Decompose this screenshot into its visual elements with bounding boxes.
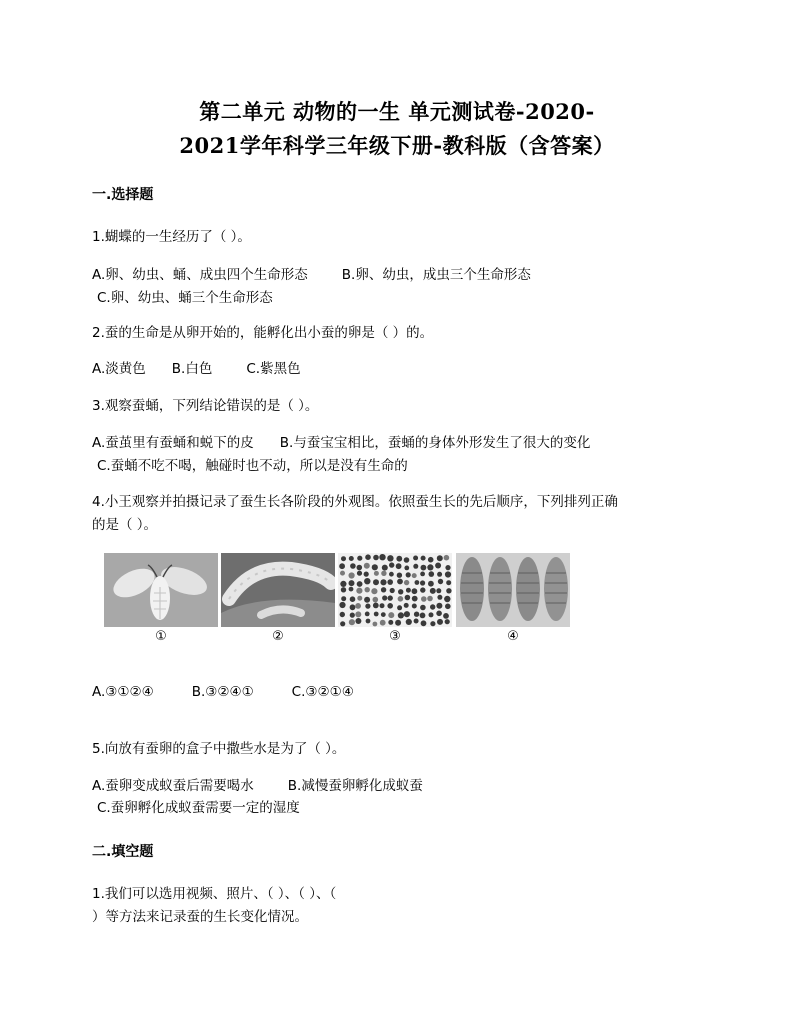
question-5-option-b: B.减慢蚕卵孵化成蚁蚕	[287, 778, 423, 794]
silkworm-egg-dot	[446, 588, 451, 593]
silkworm-egg-dot	[387, 555, 393, 561]
silkworm-egg-dot	[387, 603, 393, 609]
question-5-options-row	[92, 774, 457, 794]
silkworm-egg-dot	[414, 612, 419, 617]
silkworm-egg-dot	[437, 555, 443, 561]
silkworm-egg-dot	[413, 564, 418, 569]
silkworm-egg-dot	[445, 604, 451, 610]
silkworm-egg-dot	[389, 572, 394, 577]
section-heading-choice: 一.选择题	[92, 187, 154, 203]
silkworm-egg-dot	[357, 565, 363, 571]
silkworm-egg-dot	[404, 611, 410, 617]
question-4-option-b: B.③②④①	[191, 684, 254, 700]
silkworm-egg-dot	[349, 572, 355, 578]
question-1-option-b: B.卵、幼虫，成虫三个生命形态	[341, 267, 531, 283]
silkworm-egg-dot	[443, 613, 449, 619]
silkworm-egg-dot	[350, 604, 356, 610]
silkworm-egg-dot	[349, 580, 355, 586]
silkworm-egg-dot	[421, 565, 427, 571]
silkworm-egg-dot	[340, 581, 346, 587]
silkworm-egg-dot	[340, 612, 345, 617]
question-4-stem-line-1: 4.小王观察并拍摄记录了蚕生长各阶段的外观图。依照蚕生长的先后顺序，下列排列正确	[92, 494, 618, 510]
silkworm-egg-dot	[420, 613, 426, 619]
silkworm-egg-dot	[373, 603, 379, 609]
silkworm-egg-dot	[389, 562, 394, 567]
silkworm-egg-dot	[382, 595, 387, 600]
question-1-stem: 1.蝴蝶的一生经历了（ ）。	[92, 229, 251, 245]
silkworm-egg-dot	[445, 571, 451, 577]
silkworm-egg-dot	[374, 612, 379, 617]
silkworm-egg-dot	[436, 603, 442, 609]
silkworm-egg-dot	[374, 571, 379, 576]
silkworm-egg-dot	[350, 613, 355, 618]
silkworm-egg-dot	[365, 554, 371, 560]
silkworm-egg-dot	[349, 587, 354, 592]
silkworm-egg-dot	[356, 588, 362, 594]
silkworm-egg-dot	[349, 619, 355, 625]
silkworm-egg-dot	[428, 557, 434, 563]
silkworm-egg-dot	[397, 573, 402, 578]
silkworm-egg-dot	[395, 620, 401, 626]
section-heading-fill-blank: 二.填空题	[92, 844, 154, 860]
silkworm-egg-dot	[404, 566, 409, 571]
photo-caption-1: ①	[155, 629, 167, 644]
silkworm-egg-dot	[373, 579, 379, 585]
silkworm-egg-dot	[406, 619, 412, 625]
silkworm-stage-photos	[104, 553, 604, 648]
question-3-option-c: C.蚕蛹不吃不喝，触碰时也不动，所以是没有生命的	[97, 458, 408, 474]
silkworm-egg-dot	[420, 605, 426, 611]
silkworm-egg-dot	[364, 563, 370, 569]
question-4-option-a: A.③①②④	[92, 684, 154, 700]
silkworm-egg-dot	[350, 563, 356, 569]
silkworm-egg-dot	[412, 588, 418, 594]
question-1-option-a: A.卵、幼虫、蛹、成虫四个生命形态	[92, 267, 308, 283]
silkworm-egg-dot	[397, 579, 403, 585]
silkworm-egg-dot	[404, 580, 409, 585]
silkworm-egg-dot	[429, 612, 434, 617]
silkworm-egg-dot	[445, 565, 450, 570]
silkworm-larva-image	[221, 553, 335, 627]
silkworm-egg-dot	[380, 603, 385, 608]
silkworm-egg-dot	[373, 597, 379, 603]
silkworm-egg-dot	[379, 554, 385, 560]
silkworm-egg-dot	[387, 579, 393, 585]
page-title-line-2: 2021学年科学三年级下册-教科版（含答案）	[179, 133, 615, 158]
question-3-options-row	[92, 431, 624, 451]
silkworm-egg-dot	[446, 580, 451, 585]
silkworm-egg-dot	[357, 581, 363, 587]
silkworm-egg-dot	[444, 596, 450, 602]
silkworm-egg-dot	[357, 556, 362, 561]
silkworm-egg-dot	[397, 605, 402, 610]
silkworm-egg-dot	[404, 603, 409, 608]
silkworm-egg-dot	[405, 595, 411, 601]
silkworm-egg-dot	[366, 619, 371, 624]
silkworm-egg-dot	[398, 589, 403, 594]
question-2-option-a: A.淡黄色	[92, 361, 146, 377]
adult-moth-image	[104, 553, 218, 627]
silkworm-pupae-image	[456, 553, 570, 627]
photo-caption-4: ④	[507, 629, 519, 644]
silkworm-egg-dot	[406, 572, 411, 577]
silkworm-egg-dot	[373, 555, 379, 561]
question-1-options-row	[92, 263, 565, 283]
silkworm-egg-dot	[406, 588, 411, 593]
silkworm-egg-dot	[412, 596, 418, 602]
photo-silkworm-larva	[221, 553, 335, 627]
silkworm-egg-dot	[396, 563, 402, 569]
silkworm-egg-dot	[437, 572, 442, 577]
silkworm-egg-dot	[398, 596, 404, 602]
photo-adult-moth	[104, 553, 218, 627]
silkworm-egg-dot	[340, 571, 345, 576]
silkworm-egg-dot	[373, 622, 378, 627]
silkworm-eggs-image	[338, 553, 452, 627]
silkworm-egg-dot	[435, 563, 441, 569]
photo-caption-3: ③	[389, 629, 401, 644]
silkworm-egg-dot	[436, 611, 442, 617]
silkworm-egg-dot	[365, 587, 370, 592]
question-2-option-b: B.白色	[171, 361, 213, 377]
question-4-option-c: C.③②①④	[291, 684, 354, 700]
silkworm-egg-dot	[341, 587, 346, 592]
question-2-option-c: C.紫黑色	[246, 361, 301, 377]
silkworm-egg-dot	[404, 557, 410, 563]
page-title-line-1: 第二单元 动物的一生 单元测试卷-2020-	[199, 99, 595, 124]
silkworm-egg-dot	[429, 571, 435, 577]
silkworm-egg-dot	[398, 612, 404, 618]
silkworm-egg-dot	[396, 556, 402, 562]
silkworm-egg-dot	[412, 604, 417, 609]
silkworm-egg-dot	[427, 596, 433, 602]
silkworm-egg-dot	[420, 572, 425, 577]
question-5-option-c: C.蚕卵孵化成蚁蚕需要一定的湿度	[97, 800, 300, 816]
fill-question-1-line-2: ）等方法来记录蚕的生长变化情况。	[92, 909, 308, 925]
silkworm-egg-dot	[357, 571, 362, 576]
silkworm-egg-dot	[445, 619, 450, 624]
silkworm-egg-dot	[380, 620, 386, 626]
silkworm-egg-dot	[415, 580, 420, 585]
photo-silkworm-pupae	[456, 553, 570, 627]
silkworm-egg-dot	[428, 581, 434, 587]
silkworm-egg-dot	[355, 603, 361, 609]
fill-question-1-line-1: 1.我们可以选用视频、照片、（ ）、（ ）、（	[92, 886, 337, 902]
silkworm-egg-dot	[364, 597, 370, 603]
question-3-stem: 3.观察蚕蛹，下列结论错误的是（ ）。	[92, 398, 319, 414]
question-3-option-b: B.与蚕宝宝相比，蚕蛹的身体外形发生了很大的变化	[279, 435, 591, 451]
silkworm-egg-dot	[339, 602, 345, 608]
silkworm-egg-dot	[372, 564, 378, 570]
silkworm-egg-dot	[355, 618, 361, 624]
silkworm-egg-dot	[427, 564, 433, 570]
silkworm-egg-dot	[388, 612, 394, 618]
silkworm-egg-dot	[349, 556, 354, 561]
silkworm-egg-dot	[413, 556, 418, 561]
silkworm-egg-dot	[341, 596, 346, 601]
silkworm-egg-dot	[364, 572, 369, 577]
silkworm-egg-dot	[340, 621, 345, 626]
question-2-stem: 2.蚕的生命是从卵开始的，能孵化出小蚕的卵是（ ）的。	[92, 325, 434, 341]
silkworm-egg-dot	[381, 612, 386, 617]
silkworm-egg-dot	[388, 620, 393, 625]
question-1-option-c: C.卵、幼虫、蛹三个生命形态	[97, 290, 273, 306]
silkworm-egg-dot	[437, 619, 443, 625]
question-3-option-a: A.蚕茧里有蚕蛹和蜕下的皮	[92, 435, 254, 451]
silkworm-egg-dot	[388, 595, 393, 600]
silkworm-egg-dot	[430, 604, 435, 609]
silkworm-egg-dot	[436, 588, 441, 593]
silkworm-egg-dot	[355, 611, 361, 617]
silkworm-egg-dot	[430, 621, 435, 626]
silkworm-egg-dot	[339, 563, 345, 569]
question-5-stem: 5.向放有蚕卵的盒子中撒些水是为了（ ）。	[92, 741, 346, 757]
photo-caption-2: ②	[272, 629, 284, 644]
question-4-stem-line-2: 的是（ ）。	[92, 517, 158, 533]
silkworm-egg-dot	[357, 596, 362, 601]
photo-silkworm-eggs	[338, 553, 452, 627]
silkworm-egg-dot	[341, 556, 346, 561]
silkworm-egg-dot	[421, 556, 426, 561]
question-4-options-row	[92, 684, 388, 700]
silkworm-egg-dot	[438, 579, 443, 584]
silkworm-egg-dot	[371, 588, 377, 594]
silkworm-egg-dot	[380, 579, 386, 585]
silkworm-egg-dot	[437, 595, 442, 600]
silkworm-egg-dot	[430, 588, 436, 594]
silkworm-egg-dot	[365, 612, 370, 617]
silkworm-egg-dot	[420, 580, 425, 585]
silkworm-egg-dot	[365, 604, 370, 609]
silkworm-egg-dot	[381, 587, 386, 592]
silkworm-egg-dot	[444, 555, 450, 561]
silkworm-egg-dot	[382, 565, 388, 571]
question-2-options-row	[92, 357, 335, 377]
silkworm-egg-dot	[412, 573, 417, 578]
silkworm-egg-dot	[421, 596, 427, 602]
silkworm-egg-dot	[421, 620, 427, 626]
silkworm-egg-dot	[381, 571, 386, 576]
silkworm-egg-dot	[414, 619, 419, 624]
question-5-option-a: A.蚕卵变成蚁蚕后需要喝水	[92, 778, 254, 794]
silkworm-egg-dot	[420, 587, 425, 592]
silkworm-egg-dot	[364, 578, 370, 584]
silkworm-egg-dot	[390, 588, 395, 593]
silkworm-egg-dot	[350, 596, 356, 602]
